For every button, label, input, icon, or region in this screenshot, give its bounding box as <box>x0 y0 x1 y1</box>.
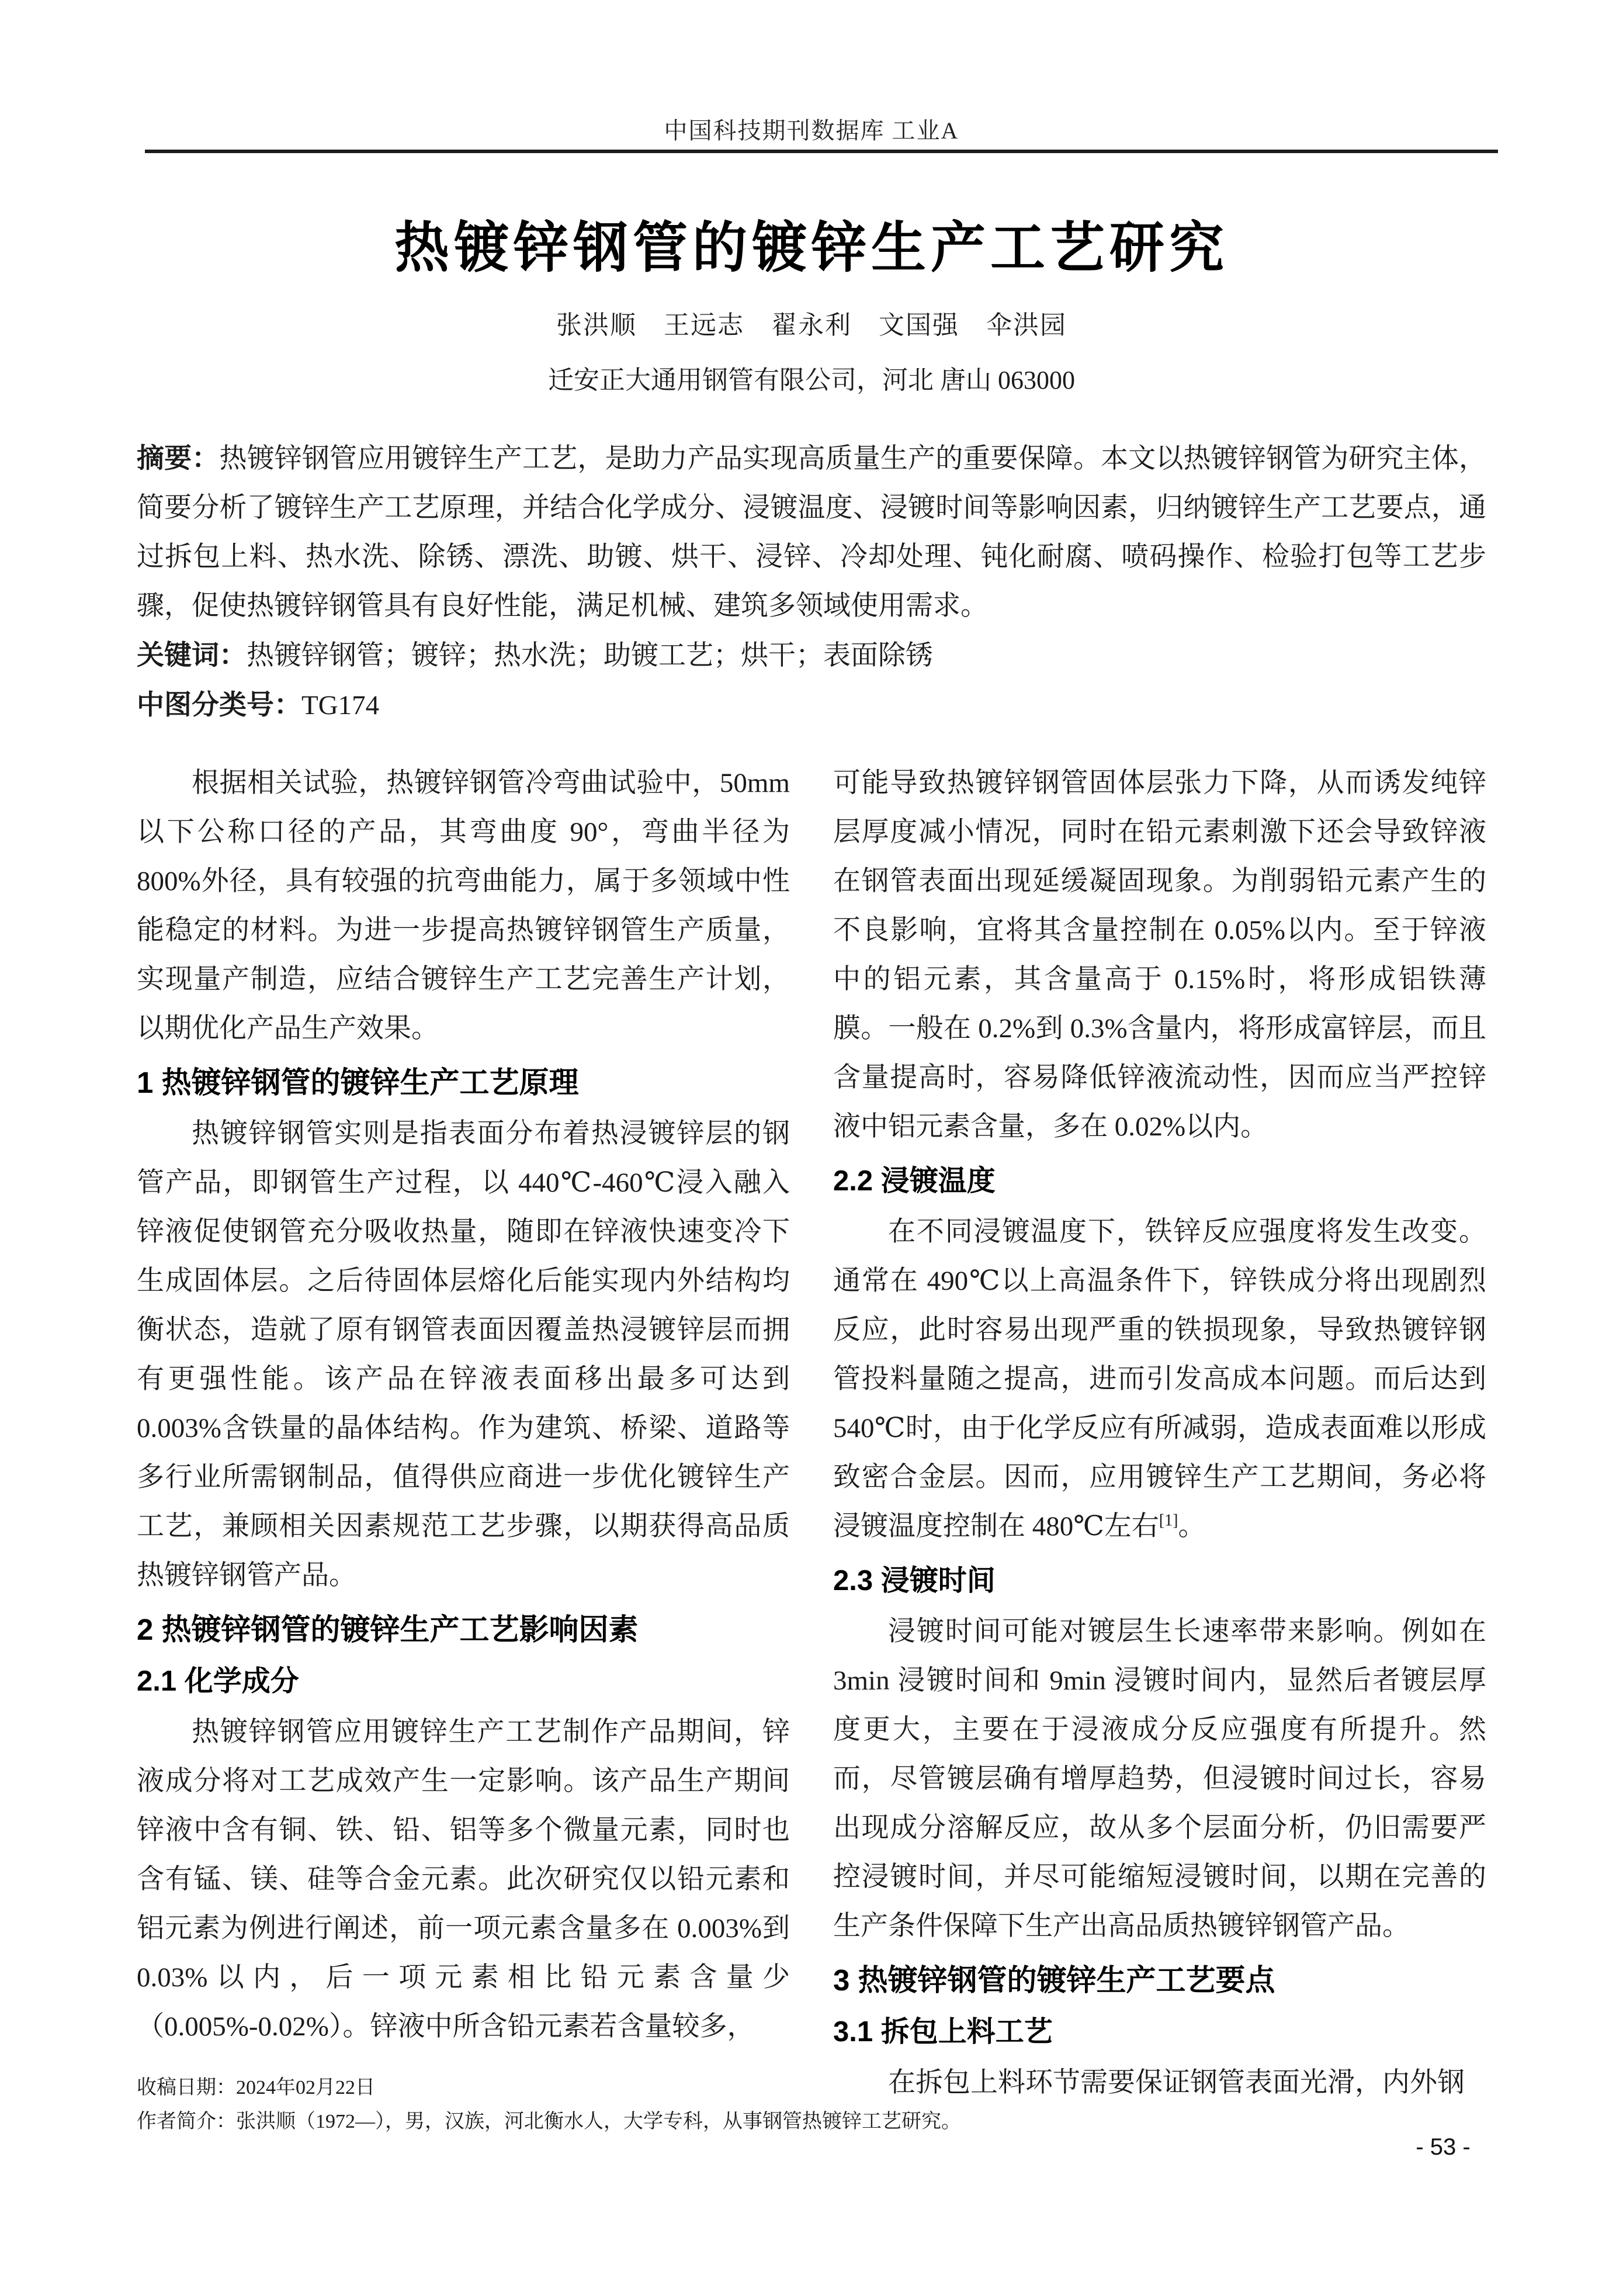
abstract-text: 热镀锌钢管应用镀锌生产工艺，是助力产品实现高质量生产的重要保障。本文以热镀锌钢管为研究主体，简要分析了镀锌生产工艺原理，并结合化学成分、浸镀温度、浸镀时间等影响因素，归纳镀锌生产工艺要点，通过拆包上料、热水洗、除锈、漂洗、助镀、烘干、浸锌、冷却处理、钝化耐腐、喷码操作、检验打包等工艺步骤，促使热镀锌钢管具有良好性能，满足机械、建筑多领域使用需求。 <box>137 444 1486 621</box>
affiliation-line: 迁安正大通用钢管有限公司，河北 唐山 063000 <box>548 366 1075 394</box>
subsection-heading-2-2: 2.2 浸镀温度 <box>833 1165 996 1197</box>
subsection-heading-2-1: 2.1 化学成分 <box>137 1665 299 1697</box>
citation-ref: [1] <box>1159 1511 1178 1530</box>
authors-line: 张洪顺 王远志 翟永利 文国强 伞洪园 <box>556 311 1067 340</box>
clc-text: TG174 <box>301 690 380 721</box>
received-date-text: 2024年02月22日 <box>236 2077 375 2098</box>
keywords-paragraph <box>137 631 1486 680</box>
received-date-label: 收稿日期： <box>137 2077 236 2098</box>
abstract-block <box>137 434 1486 730</box>
abstract-label: 摘要： <box>137 442 220 473</box>
subsection-heading-2-3: 2.3 浸镀时间 <box>833 1565 996 1597</box>
paragraph-chemistry: 热镀锌钢管应用镀锌生产工艺制作产品期间，锌液成分将对工艺成效产生一定影响。该产品生产期间锌液中含有铜、铁、铅、铝等多个微量元素，同时也含有锰、镁、硅等合金元素。此次研究仅以铅元素和铝元素为例进行阐述，前一项元素含量多在 0.003%到0.03%以内，后一项元素相比铅元素含量少（0.005%-0.02%）。锌液中所含铅元素若含量较多， <box>137 1717 790 2042</box>
left-column <box>137 759 790 2107</box>
paragraph-temperature-text: 在不同浸镀温度下，铁锌反应强度将发生改变。通常在 490℃以上高温条件下，锌铁成分将出现剧烈反应，此时容易出现严重的铁损现象，导致热镀锌钢管投料量随之提高，进而引发高成本问题。而后达到540℃时，由于化学反应有所减弱，造成表面难以形成致密合金层。因而，应用镀锌生产工艺期间，务必将浸镀温度控制在 480℃左右 <box>833 1217 1486 1542</box>
journal-header: 中国科技期刊数据库 工业A <box>664 117 959 144</box>
clc-label: 中图分类号： <box>137 689 301 720</box>
two-column-body <box>137 759 1486 2107</box>
paragraph-intro: 根据相关试验，热镀锌钢管冷弯曲试验中，50mm以下公称口径的产品，其弯曲度 90°，弯曲半径为 800%外径，具有较强的抗弯曲能力，属于多领域中性能稳定的材料。为进一步提高热镀锌钢管生产质量，实现量产制造，应结合镀锌生产工艺完善生产计划，以期优化产品生产效果。 <box>137 768 790 1044</box>
author-bio-line <box>137 2105 1486 2139</box>
keywords-text: 热镀锌钢管；镀锌；热水洗；助镀工艺；烘干；表面除锈 <box>247 640 933 671</box>
paragraph-temperature-end: 。 <box>1178 1511 1206 1542</box>
keywords-label: 关键词： <box>137 639 247 670</box>
paragraph-time: 浸镀时间可能对镀层生长速率带来影响。例如在3min 浸镀时间和 9min 浸镀时间内，显然后者镀层厚度更大，主要在于浸液成分反应强度有所提升。然而，尽管镀层确有增厚趋势，但浸镀时间过长，容易出现成分溶解反应，故从多个层面分析，仍旧需要严控浸镀时间，并尽可能缩短浸镀时间，以期在完善的生产条件保障下生产出高品质热镀锌钢管产品。 <box>833 1616 1486 1941</box>
right-column <box>833 759 1486 2107</box>
received-date-line <box>137 2071 1486 2105</box>
paragraph-unpacking: 在拆包上料环节需要保证钢管表面光滑，内外钢 <box>888 2068 1465 2098</box>
paragraph-temperature <box>833 1207 1486 1551</box>
clc-paragraph <box>137 680 1486 730</box>
subsection-heading-3-1: 3.1 拆包上料工艺 <box>833 2016 1053 2048</box>
paragraph-principle: 热镀锌钢管实则是指表面分布着热浸镀锌层的钢管产品，即钢管生产过程，以 440℃-460℃浸入融入锌液促使钢管充分吸收热量，随即在锌液快速变冷下生成固体层。之后待固体层熔化后能实现内外结构均衡状态，造就了原有钢管表面因覆盖热浸镀锌层而拥有更强性能。该产品在锌液表面移出最多可达到 0.003%含铁量的晶体结构。作为建筑、桥梁、道路等多行业所需钢制品，值得供应商进一步优化镀锌生产工艺，兼顾相关因素规范工艺步骤，以期获得高品质热镀锌钢管产品。 <box>137 1118 790 1591</box>
abstract-paragraph <box>137 434 1486 631</box>
author-bio-text: 张洪顺（1972—），男，汉族，河北衡水人，大学专科，从事钢管热镀锌工艺研究。 <box>236 2111 961 2132</box>
paragraph-chemistry-continued: 可能导致热镀锌钢管固体层张力下降，从而诱发纯锌层厚度减小情况，同时在铅元素刺激下还会导致锌液在钢管表面出现延缓凝固现象。为削弱铅元素产生的不良影响，宜将其含量控制在 0.05%以内。至于锌液中的铝元素，其含量高于 0.15%时，将形成铝铁薄膜。一般在 0.2%到 0.3%含量内，将形成富锌层，而且含量提高时，容易降低锌液流动性，因而应当严控锌液中铝元素含量，多在 0.02%以内。 <box>833 768 1486 1142</box>
author-bio-label: 作者简介： <box>137 2111 236 2132</box>
footnote-block <box>137 2071 1486 2139</box>
section-heading-1: 1 热镀锌钢管的镀锌生产工艺原理 <box>137 1066 579 1099</box>
page-title: 热镀锌钢管的镀锌生产工艺研究 <box>394 217 1229 278</box>
section-heading-2: 2 热镀锌钢管的镀锌生产工艺影响因素 <box>137 1613 639 1646</box>
section-heading-3: 3 热镀锌钢管的镀锌生产工艺要点 <box>833 1963 1275 1997</box>
header-divider <box>145 150 1498 153</box>
page-number: - 53 - <box>1416 2134 1471 2160</box>
